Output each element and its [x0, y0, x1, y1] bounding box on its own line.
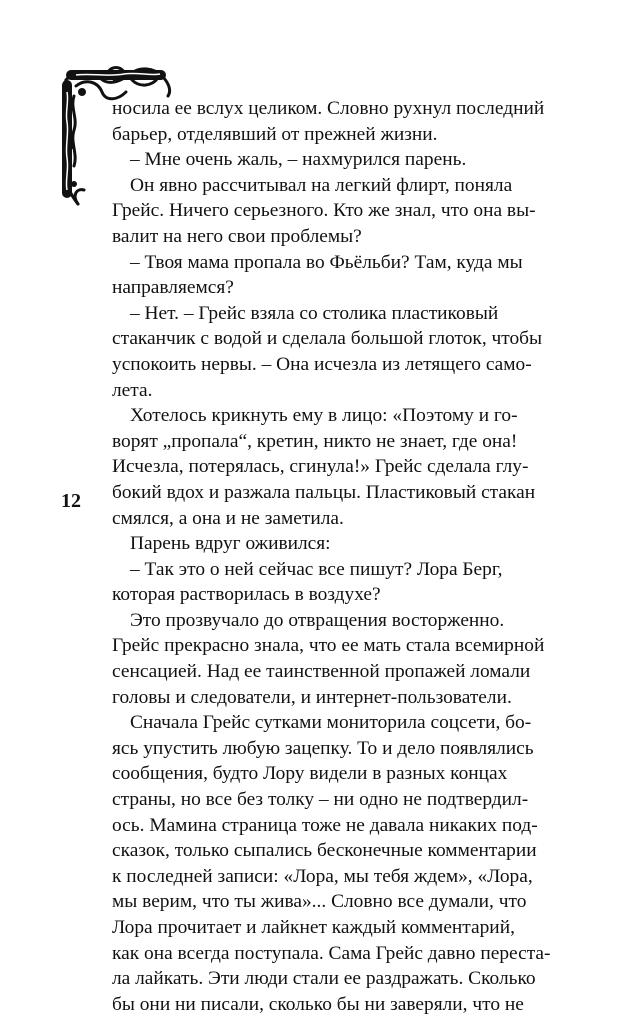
text-line: страны, но все без толку – ни одно не подтвердил- [112, 789, 529, 811]
text-line: Сначала Грейс сутками мониторила соцсети, бо- [130, 712, 532, 734]
text-line: – Мне очень жаль, – нахмурился парень. [130, 149, 467, 171]
text-line: Грейс прекрасно знала, что ее мать стала всемирной [112, 635, 545, 657]
body-text [112, 96, 554, 1017]
text-line: сенсацией. Над ее таинственной пропажей ломали [112, 661, 531, 683]
text-line: сообщения, будто Лору видели в разных концах [112, 763, 508, 785]
text-line: носила ее вслух целиком. Словно рухнул последний [112, 98, 545, 119]
text-line: барьер, отделявший от прежней жизни. [112, 123, 438, 145]
text-line: как она всегда поступала. Сама Грейс давно переста- [112, 942, 551, 964]
text-line: бокий вдох и разжала пальцы. Пластиковый стакан [112, 481, 536, 503]
text-line: которая растворилась в воздухе? [112, 584, 381, 606]
text-line: ворят „пропала“, кретин, никто не знает, где она! [112, 430, 518, 452]
text-line: стаканчик с водой и сделала большой глоток, чтобы [112, 328, 543, 350]
text-line: сказок, только сыпались бесконечные комментарии [112, 840, 537, 862]
text-line: – Так это о ней сейчас все пишут? Лора Берг, [130, 558, 503, 580]
text-line: ла лайкать. Эти люди стали ее раздражать. Сколько [112, 968, 536, 990]
text-line: ясь упустить любую зацепку. То и дело появлялись [112, 737, 534, 759]
text-line: Это прозвучало до отвращения восторженно. [130, 609, 505, 631]
text-line: к последней записи: «Лора, мы тебя ждем», «Лора, [112, 865, 533, 887]
text-line: ось. Мамина страница тоже не давала никаких под- [112, 814, 538, 836]
text-line: – Твоя мама пропала во Фьёльби? Там, куда мы [130, 251, 523, 273]
text-line: головы и следователи, и интернет-пользователи. [112, 686, 512, 708]
text-line: Он явно рассчитывал на легкий флирт, поняла [130, 174, 513, 196]
text-line: – Нет. – Грейс взяла со столика пластиковый [130, 302, 499, 324]
text-line: мы верим, что ты жива»... Словно все думали, что [112, 891, 527, 913]
text-line: Хотелось крикнуть ему в лицо: «Поэтому и го- [130, 405, 518, 427]
text-line: валит на него свои проблемы? [112, 225, 362, 247]
text-line: бы они ни писали, сколько бы ни заверяли, что не [112, 993, 524, 1015]
text-line: смялся, а она и не заметила. [112, 507, 344, 529]
page-number: 12 [61, 490, 81, 512]
text-line: Грейс. Ничего серьезного. Кто же знал, что она вы- [112, 200, 536, 222]
text-line: Парень вдруг оживился: [130, 533, 331, 555]
text-line: лета. [112, 379, 153, 401]
text-line: направляемся? [112, 277, 234, 299]
text-line: Исчезла, потерялась, сгинула!» Грейс сделала глу- [112, 456, 529, 478]
text-line: Лора прочитает и лайкнет каждый комментарий, [112, 917, 515, 938]
text-line: успокоить нервы. – Она исчезла из летящего само- [112, 353, 532, 375]
